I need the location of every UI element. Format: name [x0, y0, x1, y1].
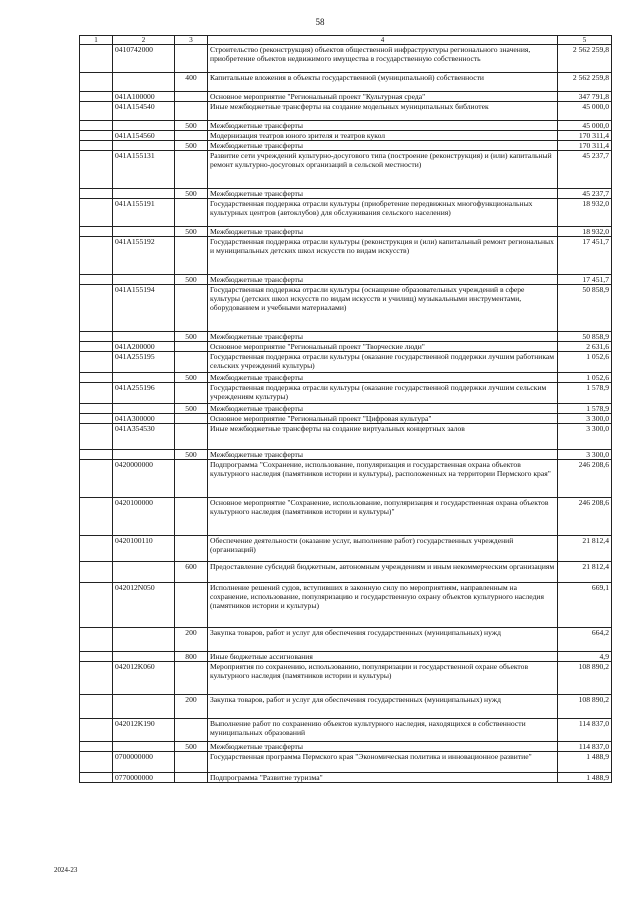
row-number-cell	[80, 121, 113, 131]
table-row	[80, 460, 612, 498]
amount-cell: 108 890,2	[558, 695, 612, 719]
item-name-cell: Мероприятия по сохранению, использованию, популяризации и государственной охране объектов культурного наследия (памятников истории и культуры)	[208, 662, 558, 695]
row-number-cell	[80, 237, 113, 275]
target-code-cell: 0770000000	[113, 773, 175, 783]
table-row	[80, 498, 612, 536]
expense-type-cell	[175, 352, 208, 373]
expense-type-cell	[175, 498, 208, 536]
expense-type-cell: 500	[175, 275, 208, 285]
item-name-cell: Межбюджетные трансферты	[208, 121, 558, 131]
item-name-cell: Межбюджетные трансферты	[208, 227, 558, 237]
amount-cell: 2 562 259,8	[558, 73, 612, 92]
item-name-cell: Государственная поддержка отрасли культуры (реконструкция и (или) капитальный ремонт региональных и муниципальных детских школ искусств по видам искусств)	[208, 237, 558, 275]
table-row	[80, 404, 612, 414]
expense-type-cell	[175, 536, 208, 562]
amount-cell: 21 812,4	[558, 536, 612, 562]
amount-cell: 45 000,0	[558, 121, 612, 131]
header-col-5: 5	[558, 36, 612, 45]
table-row	[80, 352, 612, 373]
row-number-cell	[80, 73, 113, 92]
item-name-cell: Межбюджетные трансферты	[208, 404, 558, 414]
row-number-cell	[80, 562, 113, 583]
item-name-cell: Государственная поддержка отрасли культуры (приобретение передвижных многофункциональных культурных центров (автоклубов) для обслуживания сельского населения)	[208, 199, 558, 227]
row-number-cell	[80, 189, 113, 199]
target-code-cell: 0420000000	[113, 460, 175, 498]
table-row	[80, 662, 612, 695]
expense-type-cell: 600	[175, 562, 208, 583]
expense-type-cell: 500	[175, 332, 208, 342]
target-code-cell	[113, 742, 175, 752]
table-row	[80, 151, 612, 189]
item-name-cell: Выполнение работ по сохранению объектов культурного наследия, находящихся в собственности муниципальных образований	[208, 719, 558, 742]
header-col-3: 3	[175, 36, 208, 45]
expense-type-cell	[175, 460, 208, 498]
item-name-cell: Межбюджетные трансферты	[208, 373, 558, 383]
table-row	[80, 719, 612, 742]
item-name-cell: Обеспечение деятельности (оказание услуг, выполнение работ) государственных учреждений (организаций)	[208, 536, 558, 562]
amount-cell: 1 578,9	[558, 404, 612, 414]
expense-type-cell: 500	[175, 450, 208, 460]
table-row	[80, 383, 612, 404]
target-code-cell: 041A154560	[113, 131, 175, 141]
row-number-cell	[80, 352, 113, 373]
item-name-cell: Иные межбюджетные трансферты на создание виртуальных концертных залов	[208, 424, 558, 450]
row-number-cell	[80, 404, 113, 414]
table-header-row	[80, 36, 612, 45]
target-code-cell	[113, 189, 175, 199]
target-code-cell: 041A100000	[113, 92, 175, 102]
amount-cell: 114 837,0	[558, 742, 612, 752]
expense-type-cell	[175, 414, 208, 424]
item-name-cell: Подпрограмма "Развитие туризма"	[208, 773, 558, 783]
table-row	[80, 695, 612, 719]
expense-type-cell	[175, 102, 208, 121]
target-code-cell	[113, 373, 175, 383]
target-code-cell: 041A255196	[113, 383, 175, 404]
item-name-cell: Иные бюджетные ассигнования	[208, 652, 558, 662]
table-row	[80, 45, 612, 73]
row-number-cell	[80, 92, 113, 102]
row-number-cell	[80, 742, 113, 752]
amount-cell: 50 858,9	[558, 332, 612, 342]
expense-type-cell: 200	[175, 628, 208, 652]
target-code-cell	[113, 275, 175, 285]
expense-type-cell	[175, 342, 208, 352]
amount-cell: 17 451,7	[558, 237, 612, 275]
table-row	[80, 237, 612, 275]
table-row	[80, 332, 612, 342]
expense-type-cell: 500	[175, 404, 208, 414]
item-name-cell: Развитие сети учреждений культурно-досугового типа (построение (реконструкция) и (или) капитальный ремонт культурно-досуговых организаций в сельской местности)	[208, 151, 558, 189]
row-number-cell	[80, 275, 113, 285]
expense-type-cell	[175, 719, 208, 742]
table-row	[80, 275, 612, 285]
expense-type-cell: 500	[175, 742, 208, 752]
expense-type-cell	[175, 285, 208, 332]
table-row	[80, 652, 612, 662]
table-row	[80, 342, 612, 352]
target-code-cell: 041A255195	[113, 352, 175, 373]
table-row	[80, 773, 612, 783]
target-code-cell: 0420100000	[113, 498, 175, 536]
amount-cell: 1 488,9	[558, 773, 612, 783]
amount-cell: 21 812,4	[558, 562, 612, 583]
item-name-cell: Подпрограмма "Сохранение, использование, популяризация и государственная охрана объектов культурного наследия (памятников истории и культуры), расположенных на территории Пермского края"	[208, 460, 558, 498]
target-code-cell: 042012N050	[113, 583, 175, 628]
table-row	[80, 450, 612, 460]
table-row	[80, 752, 612, 773]
row-number-cell	[80, 332, 113, 342]
target-code-cell: 041A200000	[113, 342, 175, 352]
expense-type-cell: 500	[175, 373, 208, 383]
target-code-cell: 041A155192	[113, 237, 175, 275]
expense-type-cell: 500	[175, 141, 208, 151]
table-row	[80, 227, 612, 237]
row-number-cell	[80, 719, 113, 742]
amount-cell: 669,1	[558, 583, 612, 628]
amount-cell: 45 237,7	[558, 189, 612, 199]
target-code-cell	[113, 73, 175, 92]
item-name-cell: Межбюджетные трансферты	[208, 332, 558, 342]
expense-type-cell	[175, 424, 208, 450]
row-number-cell	[80, 662, 113, 695]
expense-type-cell	[175, 773, 208, 783]
expense-type-cell: 500	[175, 227, 208, 237]
row-number-cell	[80, 498, 113, 536]
item-name-cell: Капитальные вложения в объекты государственной (муниципальной) собственности	[208, 73, 558, 92]
page-number: 58	[315, 17, 325, 27]
table-row	[80, 424, 612, 450]
expense-type-cell: 500	[175, 121, 208, 131]
amount-cell: 246 208,6	[558, 498, 612, 536]
amount-cell: 3 300,0	[558, 450, 612, 460]
row-number-cell	[80, 773, 113, 783]
item-name-cell: Государственная программа Пермского края "Экономическая политика и инновационное развитие"	[208, 752, 558, 773]
table-row	[80, 536, 612, 562]
amount-cell: 2 631,6	[558, 342, 612, 352]
amount-cell: 1 488,9	[558, 752, 612, 773]
item-name-cell: Иные межбюджетные трансферты на создание модельных муниципальных библиотек	[208, 102, 558, 121]
header-col-4: 4	[208, 36, 558, 45]
target-code-cell: 041A300000	[113, 414, 175, 424]
target-code-cell	[113, 121, 175, 131]
target-code-cell: 041A155191	[113, 199, 175, 227]
row-number-cell	[80, 285, 113, 332]
row-number-cell	[80, 151, 113, 189]
target-code-cell: 0420100110	[113, 536, 175, 562]
table-row	[80, 199, 612, 227]
target-code-cell: 041A155194	[113, 285, 175, 332]
expense-type-cell	[175, 45, 208, 73]
table-row	[80, 628, 612, 652]
item-name-cell: Закупка товаров, работ и услуг для обеспечения государственных (муниципальных) нужд	[208, 695, 558, 719]
item-name-cell: Строительство (реконструкция) объектов общественной инфраструктуры регионального значения, приобретение объектов недвижимого имущества в государственную собственность	[208, 45, 558, 73]
item-name-cell: Основное мероприятие "Региональный проект "Творческие люди"	[208, 342, 558, 352]
row-number-cell	[80, 414, 113, 424]
table-row	[80, 92, 612, 102]
amount-cell: 1 052,6	[558, 352, 612, 373]
amount-cell: 45 000,0	[558, 102, 612, 121]
table-row	[80, 121, 612, 131]
amount-cell: 3 300,0	[558, 414, 612, 424]
item-name-cell: Государственная поддержка отрасли культуры (оказание государственной поддержки лучшим сельским учреждениям культуры)	[208, 383, 558, 404]
expense-type-cell: 800	[175, 652, 208, 662]
expense-type-cell	[175, 199, 208, 227]
amount-cell: 18 932,0	[558, 227, 612, 237]
row-number-cell	[80, 628, 113, 652]
table-row	[80, 562, 612, 583]
row-number-cell	[80, 141, 113, 151]
item-name-cell: Закупка товаров, работ и услуг для обеспечения государственных (муниципальных) нужд	[208, 628, 558, 652]
row-number-cell	[80, 536, 113, 562]
expense-type-cell	[175, 92, 208, 102]
row-number-cell	[80, 199, 113, 227]
item-name-cell: Исполнение решений судов, вступивших в законную силу по мероприятиям, направленным на сохранение, использование, популяризацию и государственную охрану объектов культурного наследия (памятников истории и культуры)	[208, 583, 558, 628]
row-number-cell	[80, 695, 113, 719]
row-number-cell	[80, 652, 113, 662]
amount-cell: 3 300,0	[558, 424, 612, 450]
amount-cell: 664,2	[558, 628, 612, 652]
amount-cell: 347 791,8	[558, 92, 612, 102]
amount-cell: 50 858,9	[558, 285, 612, 332]
target-code-cell: 041A154540	[113, 102, 175, 121]
item-name-cell: Межбюджетные трансферты	[208, 742, 558, 752]
amount-cell: 4,9	[558, 652, 612, 662]
header-col-2: 2	[113, 36, 175, 45]
table-row	[80, 189, 612, 199]
row-number-cell	[80, 424, 113, 450]
item-name-cell: Межбюджетные трансферты	[208, 275, 558, 285]
table-row	[80, 131, 612, 141]
target-code-cell	[113, 404, 175, 414]
item-name-cell: Государственная поддержка отрасли культуры (оснащение образовательных учреждений в сфере культуры (детских школ искусств по видам искусств и училищ) музыкальными инструментами, оборудованием и учебными материалами)	[208, 285, 558, 332]
row-number-cell	[80, 373, 113, 383]
item-name-cell: Предоставление субсидий бюджетным, автономным учреждениям и иным некоммерческим организациям	[208, 562, 558, 583]
amount-cell: 170 311,4	[558, 141, 612, 151]
target-code-cell	[113, 562, 175, 583]
item-name-cell: Межбюджетные трансферты	[208, 450, 558, 460]
amount-cell: 246 208,6	[558, 460, 612, 498]
row-number-cell	[80, 227, 113, 237]
amount-cell: 45 237,7	[558, 151, 612, 189]
item-name-cell: Межбюджетные трансферты	[208, 141, 558, 151]
expense-type-cell	[175, 131, 208, 141]
target-code-cell: 0410742000	[113, 45, 175, 73]
target-code-cell: 0700000000	[113, 752, 175, 773]
item-name-cell: Межбюджетные трансферты	[208, 189, 558, 199]
target-code-cell: 042012K060	[113, 662, 175, 695]
table-row	[80, 285, 612, 332]
amount-cell: 114 837,0	[558, 719, 612, 742]
target-code-cell: 042012K190	[113, 719, 175, 742]
table-row	[80, 102, 612, 121]
target-code-cell	[113, 628, 175, 652]
table-row	[80, 583, 612, 628]
expense-type-cell	[175, 662, 208, 695]
target-code-cell: 041A155131	[113, 151, 175, 189]
amount-cell: 170 311,4	[558, 131, 612, 141]
row-number-cell	[80, 102, 113, 121]
target-code-cell: 041A354530	[113, 424, 175, 450]
row-number-cell	[80, 752, 113, 773]
expense-type-cell	[175, 752, 208, 773]
amount-cell: 1 052,6	[558, 373, 612, 383]
item-name-cell: Основное мероприятие "Региональный проект "Цифровая культура"	[208, 414, 558, 424]
row-number-cell	[80, 45, 113, 73]
table-row	[80, 141, 612, 151]
expense-type-cell: 200	[175, 695, 208, 719]
item-name-cell: Основное мероприятие "Региональный проект "Культурная среда"	[208, 92, 558, 102]
target-code-cell	[113, 652, 175, 662]
budget-table	[79, 35, 612, 783]
expense-type-cell: 400	[175, 73, 208, 92]
target-code-cell	[113, 450, 175, 460]
item-name-cell: Модернизация театров юного зрителя и театров кукол	[208, 131, 558, 141]
row-number-cell	[80, 383, 113, 404]
expense-type-cell	[175, 237, 208, 275]
footer-code: 2024-23	[54, 866, 78, 874]
target-code-cell	[113, 332, 175, 342]
target-code-cell	[113, 695, 175, 719]
table-row	[80, 414, 612, 424]
table-row	[80, 373, 612, 383]
row-number-cell	[80, 342, 113, 352]
row-number-cell	[80, 131, 113, 141]
amount-cell: 2 562 259,8	[558, 45, 612, 73]
expense-type-cell	[175, 383, 208, 404]
amount-cell: 17 451,7	[558, 275, 612, 285]
item-name-cell: Государственная поддержка отрасли культуры (оказание государственной поддержки лучшим работникам сельских учреждений культуры)	[208, 352, 558, 373]
row-number-cell	[80, 460, 113, 498]
header-col-1: 1	[80, 36, 113, 45]
target-code-cell	[113, 141, 175, 151]
amount-cell: 18 932,0	[558, 199, 612, 227]
amount-cell: 1 578,9	[558, 383, 612, 404]
amount-cell: 108 890,2	[558, 662, 612, 695]
expense-type-cell	[175, 151, 208, 189]
expense-type-cell	[175, 583, 208, 628]
item-name-cell: Основное мероприятие "Сохранение, использование, популяризация и государственная охрана объектов культурного наследия (памятников истории и культуры)"	[208, 498, 558, 536]
row-number-cell	[80, 450, 113, 460]
table-row	[80, 742, 612, 752]
row-number-cell	[80, 583, 113, 628]
expense-type-cell: 500	[175, 189, 208, 199]
table-row	[80, 73, 612, 92]
target-code-cell	[113, 227, 175, 237]
